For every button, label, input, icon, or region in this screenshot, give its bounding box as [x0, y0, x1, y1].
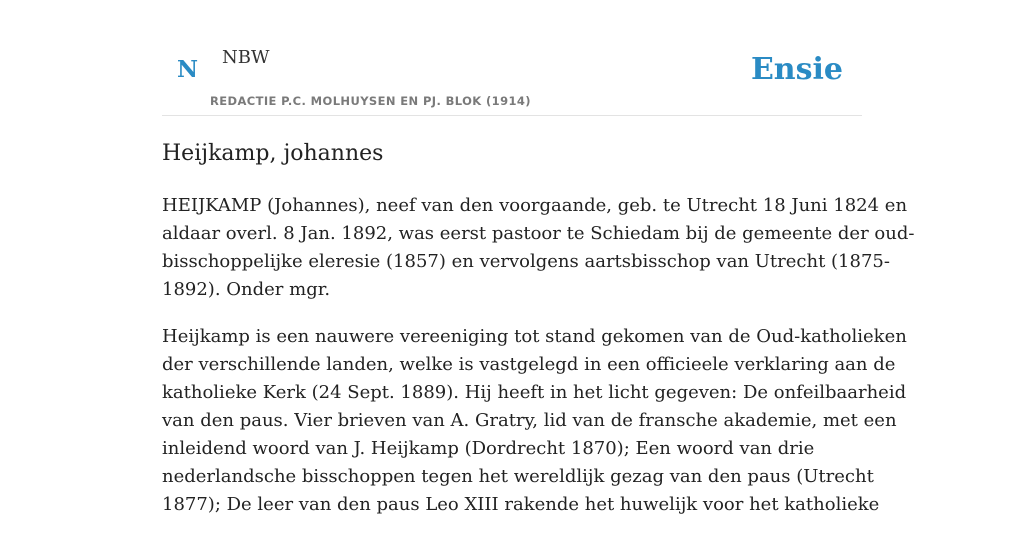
text-line: aldaar overl. 8 Jan. 1892, was eerst pastoor te Schiedam bij de gemeente der oud-: [162, 223, 915, 244]
text-line: Heijkamp is een nauwere vereeniging tot stand gekomen van de Oud-katholieken: [162, 326, 907, 347]
text-line: 1877); De leer van den paus Leo XIII rakende het huwelijk voor het katholieke: [162, 494, 880, 515]
text-line: van den paus. Vier brieven van A. Gratry, lid van de fransche akademie, met een: [162, 410, 897, 431]
text-line: katholieke Kerk (24 Sept. 1889). Hij heeft in het licht gegeven: De onfeilbaarheid: [162, 382, 907, 403]
brand-logo[interactable]: Ensie: [750, 52, 843, 87]
text-line: nederlandsche bisschoppen tegen het wereldlijk gezag van den paus (Utrecht: [162, 466, 874, 487]
paragraph-2: [162, 323, 907, 519]
article-body: [162, 192, 915, 538]
text-line: der verschillende landen, welke is vastgelegd in een officieele verklaring aan de: [162, 354, 896, 375]
text-line: HEIJKAMP (Johannes), neef van den voorgaande, geb. te Utrecht 18 Juni 1824 en: [162, 195, 908, 216]
header: [162, 0, 862, 116]
text-line: 1892). Onder mgr.: [162, 279, 331, 300]
source-logo[interactable]: N: [177, 56, 199, 83]
source-subtitle: REDACTIE P.C. MOLHUYSEN EN PJ. BLOK (1914): [210, 94, 531, 108]
text-line: inleidend woord van J. Heijkamp (Dordrecht 1870); Een woord van drie: [162, 438, 815, 459]
article-title: Heijkamp, johannes: [162, 141, 384, 166]
paragraph-1: [162, 192, 915, 304]
text-line: bisschoppelijke eleresie (1857) en vervolgens aartsbisschop van Utrecht (1875-: [162, 251, 890, 272]
source-name[interactable]: NBW: [222, 47, 270, 68]
page: [162, 0, 915, 515]
